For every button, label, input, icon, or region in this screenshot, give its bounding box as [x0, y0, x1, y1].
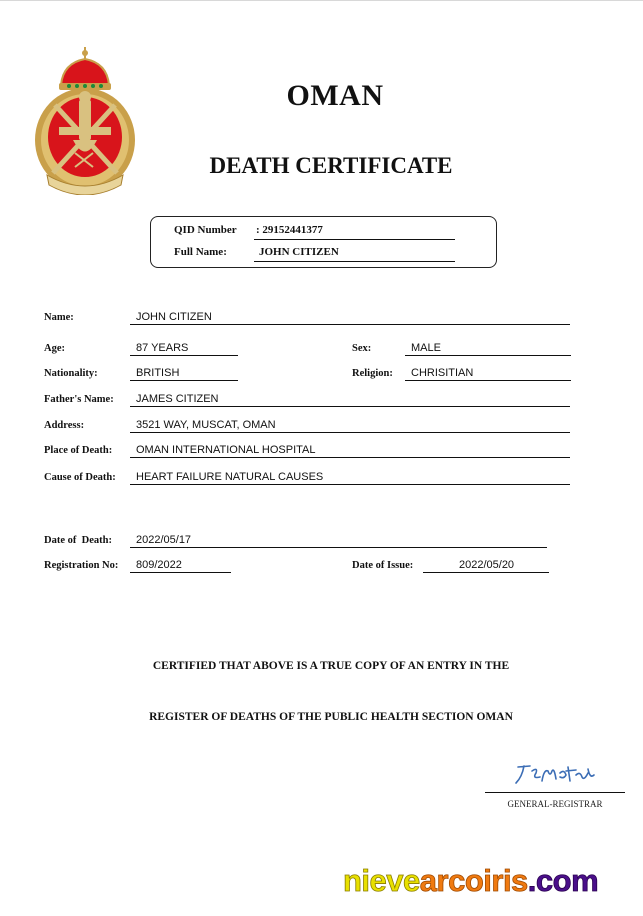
address-value: 3521 WAY, MUSCAT, OMAN — [130, 419, 570, 433]
cause-of-death-label: Cause of Death: — [44, 472, 116, 483]
full-name-value: JOHN CITIZEN — [254, 246, 455, 262]
name-label: Name: — [44, 312, 74, 323]
qid-label: QID Number — [174, 224, 237, 236]
watermark-part-3: .com — [527, 863, 599, 898]
cause-of-death-value: HEART FAILURE NATURAL CAUSES — [130, 471, 570, 485]
signature-line — [485, 792, 625, 793]
qid-value: : 29152441377 — [254, 224, 455, 240]
age-label: Age: — [44, 343, 65, 354]
handwritten-signature-icon — [510, 761, 600, 789]
nationality-label: Nationality: — [44, 368, 98, 379]
place-of-death-label: Place of Death: — [44, 445, 113, 456]
religion-value: CHRISITIAN — [405, 367, 571, 381]
registrar-title: GENERAL-REGISTRAR — [507, 799, 603, 809]
date-of-issue-label: Date of Issue: — [352, 560, 414, 571]
registration-no-label: Registration No: — [44, 560, 119, 571]
document-title: DEATH CERTIFICATE — [209, 153, 453, 178]
date-of-issue-value: 2022/05/20 — [423, 559, 549, 573]
sex-label: Sex: — [352, 343, 372, 354]
date-of-death-value: 2022/05/17 — [130, 534, 547, 548]
full-name-label: Full Name: — [174, 246, 227, 258]
watermark-part-1: nieve — [343, 863, 420, 898]
religion-label: Religion: — [352, 368, 393, 379]
certification-line-2: REGISTER OF DEATHS OF THE PUBLIC HEALTH SECTION OMAN — [149, 711, 513, 723]
fathers-name-value: JAMES CITIZEN — [130, 393, 570, 407]
date-of-death-label: Date of Death: — [44, 535, 112, 546]
age-value: 87 YEARS — [130, 342, 238, 356]
sex-value: MALE — [405, 342, 571, 356]
registration-no-value: 809/2022 — [130, 559, 231, 573]
watermark-part-2: arcoiris — [419, 863, 528, 898]
fathers-name-label: Father's Name: — [44, 394, 114, 405]
address-label: Address: — [44, 420, 85, 431]
place-of-death-value: OMAN INTERNATIONAL HOSPITAL — [130, 444, 570, 458]
country-title: OMAN — [286, 79, 384, 112]
nationality-value: BRITISH — [130, 367, 238, 381]
name-value: JOHN CITIZEN — [130, 311, 570, 325]
certification-line-1: CERTIFIED THAT ABOVE IS A TRUE COPY OF AN ENTRY IN THE — [152, 660, 510, 672]
watermark-text — [343, 863, 598, 899]
